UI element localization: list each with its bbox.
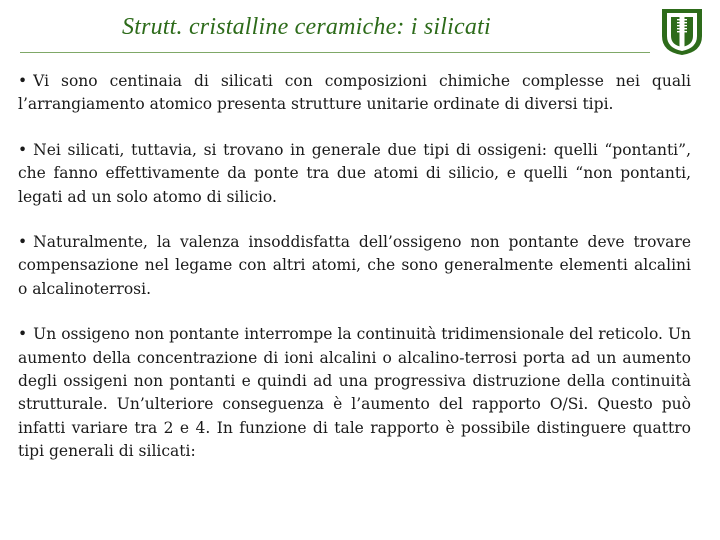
bullet-icon: • xyxy=(18,233,28,252)
title-divider xyxy=(20,52,650,53)
university-shield-logo-icon xyxy=(657,6,707,56)
bullet-paragraph-1 xyxy=(18,70,691,117)
bullet-icon: • xyxy=(18,140,28,159)
bullet-icon: • xyxy=(18,325,28,344)
bullet-paragraph-3 xyxy=(18,231,691,301)
slide-title: Strutt. cristalline ceramiche: i silicati xyxy=(122,14,491,40)
paragraph-text: Nei silicati, tuttavia, si trovano in generale due tipi di ossigeni: quelli “pontanti”, che fanno effettivamente da ponte tra due atomi di silicio, e quelli “non pontanti, legati ad un solo atomo di silicio. xyxy=(18,140,691,206)
bullet-paragraph-2 xyxy=(18,139,691,209)
slide-body xyxy=(18,70,691,486)
paragraph-text: Un ossigeno non pontante interrompe la continuità tridimensionale del reticolo. Un aumento della concentrazione di ioni alcalini o alcalino-terrosi porta ad un aumento degli ossigeni non pontanti e quindi ad una progressiva distruzione della continuità strutturale. Un’ulteriore conseguenza è l’aumento del rapporto O/Si. Questo può infatti variare tra 2 e 4. In funzione di tale rapporto è possibile distinguere quattro tipi generali di silicati: xyxy=(18,325,691,461)
bullet-icon: • xyxy=(18,72,28,90)
paragraph-text: Vi sono centinaia di silicati con composizioni chimiche complesse nei quali l’arrangiamento atomico presenta strutture unitarie ordinate di diversi tipi. xyxy=(18,72,691,114)
bullet-paragraph-4 xyxy=(18,323,691,463)
paragraph-text: Naturalmente, la valenza insoddisfatta dell’ossigeno non pontante deve trovare compensazione nel legame con altri atomi, che sono generalmente elementi alcalini o alcalinoterrosi. xyxy=(18,233,691,298)
